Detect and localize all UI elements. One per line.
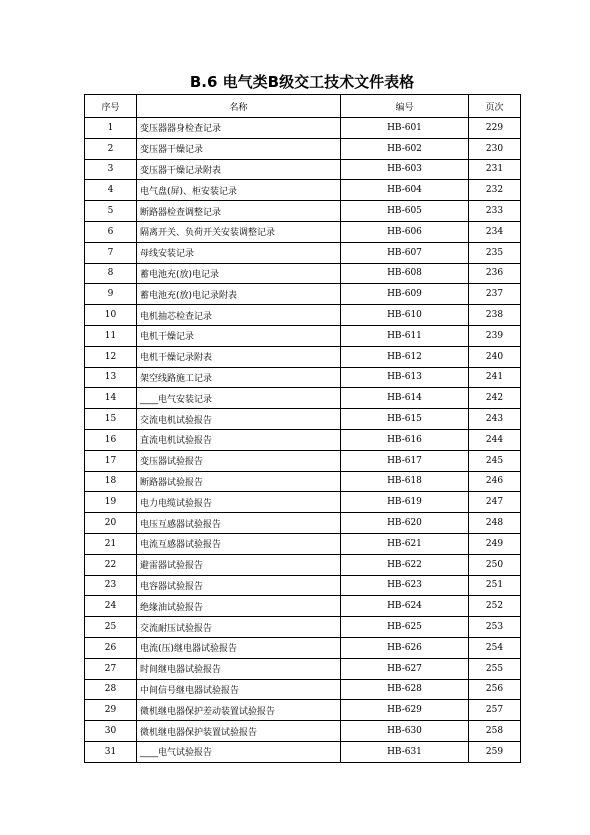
row-name: 交流电机试验报告 [137,409,341,430]
row-page: 245 [469,450,521,471]
table-row [85,513,521,534]
row-no: 1 [85,118,137,139]
table-row [85,409,521,430]
table-row [85,554,521,575]
row-name: 蓄电池充(放)电记录附表 [137,284,341,305]
row-code: HB-612 [341,346,469,367]
row-code: HB-627 [341,658,469,679]
table-row [85,263,521,284]
row-page: 257 [469,700,521,721]
page-title: B.6 电气类B级交工技术文件表格 [189,73,415,91]
row-no: 7 [85,242,137,263]
table-row [85,118,521,139]
row-page: 249 [469,533,521,554]
row-code: HB-606 [341,221,469,242]
row-code: HB-617 [341,450,469,471]
row-name: ____电气安装记录 [137,388,341,409]
row-name: 中间信号继电器试验报告 [137,679,341,700]
row-no: 5 [85,201,137,222]
row-code: HB-605 [341,201,469,222]
table-row [85,617,521,638]
row-name: 交流耐压试验报告 [137,617,341,638]
row-no: 3 [85,159,137,180]
table-row [85,388,521,409]
row-name: 电流(压)继电器试验报告 [137,637,341,658]
row-page: 253 [469,617,521,638]
row-page: 259 [469,741,521,762]
row-page: 246 [469,471,521,492]
header-no: 序号 [85,95,137,118]
row-code: HB-628 [341,679,469,700]
row-code: HB-615 [341,409,469,430]
table-row [85,596,521,617]
row-page: 241 [469,367,521,388]
table-row [85,201,521,222]
row-page: 254 [469,637,521,658]
table-row [85,679,521,700]
row-code: HB-631 [341,741,469,762]
row-name: 电机抽芯检查记录 [137,305,341,326]
row-page: 240 [469,346,521,367]
row-code: HB-611 [341,325,469,346]
row-no: 6 [85,221,137,242]
row-name: 时间继电器试验报告 [137,658,341,679]
row-name: 隔离开关、负荷开关安装调整记录 [137,221,341,242]
row-code: HB-609 [341,284,469,305]
row-page: 231 [469,159,521,180]
row-name: 电压互感器试验报告 [137,513,341,534]
row-code: HB-630 [341,721,469,742]
row-no: 4 [85,180,137,201]
form-list-table [84,94,521,763]
row-no: 29 [85,700,137,721]
row-page: 230 [469,138,521,159]
row-page: 247 [469,492,521,513]
table-row [85,138,521,159]
row-no: 2 [85,138,137,159]
row-no: 23 [85,575,137,596]
row-page: 239 [469,325,521,346]
row-page: 238 [469,305,521,326]
row-page: 252 [469,596,521,617]
row-code: HB-626 [341,637,469,658]
table-row [85,346,521,367]
table-row [85,471,521,492]
row-name: 电机干燥记录 [137,325,341,346]
table-row [85,325,521,346]
row-page: 248 [469,513,521,534]
table-row [85,367,521,388]
table-row [85,429,521,450]
row-page: 235 [469,242,521,263]
row-no: 13 [85,367,137,388]
row-page: 244 [469,429,521,450]
row-name: 架空线路施工记录 [137,367,341,388]
row-no: 16 [85,429,137,450]
row-name: 电容器试验报告 [137,575,341,596]
row-page: 234 [469,221,521,242]
header-page: 页次 [469,95,521,118]
row-no: 8 [85,263,137,284]
row-no: 21 [85,533,137,554]
row-code: HB-618 [341,471,469,492]
table-row [85,284,521,305]
table-row [85,159,521,180]
row-code: HB-616 [341,429,469,450]
row-code: HB-603 [341,159,469,180]
table-row [85,741,521,762]
row-page: 229 [469,118,521,139]
table-row [85,575,521,596]
table-body [85,118,521,763]
row-no: 20 [85,513,137,534]
row-no: 11 [85,325,137,346]
table-row [85,492,521,513]
header-code: 编号 [341,95,469,118]
row-code: HB-624 [341,596,469,617]
row-no: 25 [85,617,137,638]
row-name: 电气盘(屏)、柜安装记录 [137,180,341,201]
row-name: 母线安装记录 [137,242,341,263]
row-page: 251 [469,575,521,596]
row-code: HB-621 [341,533,469,554]
row-page: 233 [469,201,521,222]
table-row [85,637,521,658]
row-no: 9 [85,284,137,305]
row-no: 14 [85,388,137,409]
row-name: 变压器试验报告 [137,450,341,471]
row-name: 变压器器身检查记录 [137,118,341,139]
row-code: HB-601 [341,118,469,139]
row-code: HB-602 [341,138,469,159]
row-page: 243 [469,409,521,430]
row-code: HB-613 [341,367,469,388]
table-row [85,305,521,326]
row-page: 237 [469,284,521,305]
row-page: 250 [469,554,521,575]
table-row [85,658,521,679]
row-no: 17 [85,450,137,471]
row-no: 28 [85,679,137,700]
row-name: 变压器干燥记录附表 [137,159,341,180]
table-header-row [85,95,521,118]
row-no: 12 [85,346,137,367]
row-name: 微机继电器保护差动装置试验报告 [137,700,341,721]
row-code: HB-622 [341,554,469,575]
row-no: 24 [85,596,137,617]
table-row [85,242,521,263]
row-no: 26 [85,637,137,658]
row-name: 电流互感器试验报告 [137,533,341,554]
table-row [85,450,521,471]
row-name: ____电气试验报告 [137,741,341,762]
row-page: 236 [469,263,521,284]
row-code: HB-625 [341,617,469,638]
row-name: 电机干燥记录附表 [137,346,341,367]
row-name: 变压器干燥记录 [137,138,341,159]
table-row [85,721,521,742]
row-no: 10 [85,305,137,326]
row-name: 电力电缆试验报告 [137,492,341,513]
row-name: 避雷器试验报告 [137,554,341,575]
row-page: 258 [469,721,521,742]
row-no: 15 [85,409,137,430]
row-name: 蓄电池充(放)电记录 [137,263,341,284]
row-code: HB-620 [341,513,469,534]
table-row [85,180,521,201]
row-name: 断路器检查调整记录 [137,201,341,222]
row-page: 255 [469,658,521,679]
table-row [85,533,521,554]
row-name: 断路器试验报告 [137,471,341,492]
row-page: 232 [469,180,521,201]
row-code: HB-623 [341,575,469,596]
row-code: HB-604 [341,180,469,201]
table-row [85,221,521,242]
row-no: 22 [85,554,137,575]
row-code: HB-629 [341,700,469,721]
table-row [85,700,521,721]
row-name: 直流电机试验报告 [137,429,341,450]
row-code: HB-608 [341,263,469,284]
row-no: 30 [85,721,137,742]
row-name: 绝缘油试验报告 [137,596,341,617]
row-no: 27 [85,658,137,679]
row-name: 微机继电器保护装置试验报告 [137,721,341,742]
row-no: 31 [85,741,137,762]
row-no: 19 [85,492,137,513]
row-code: HB-614 [341,388,469,409]
row-no: 18 [85,471,137,492]
row-code: HB-610 [341,305,469,326]
header-name: 名称 [137,95,341,118]
row-code: HB-607 [341,242,469,263]
row-code: HB-619 [341,492,469,513]
row-page: 256 [469,679,521,700]
row-page: 242 [469,388,521,409]
